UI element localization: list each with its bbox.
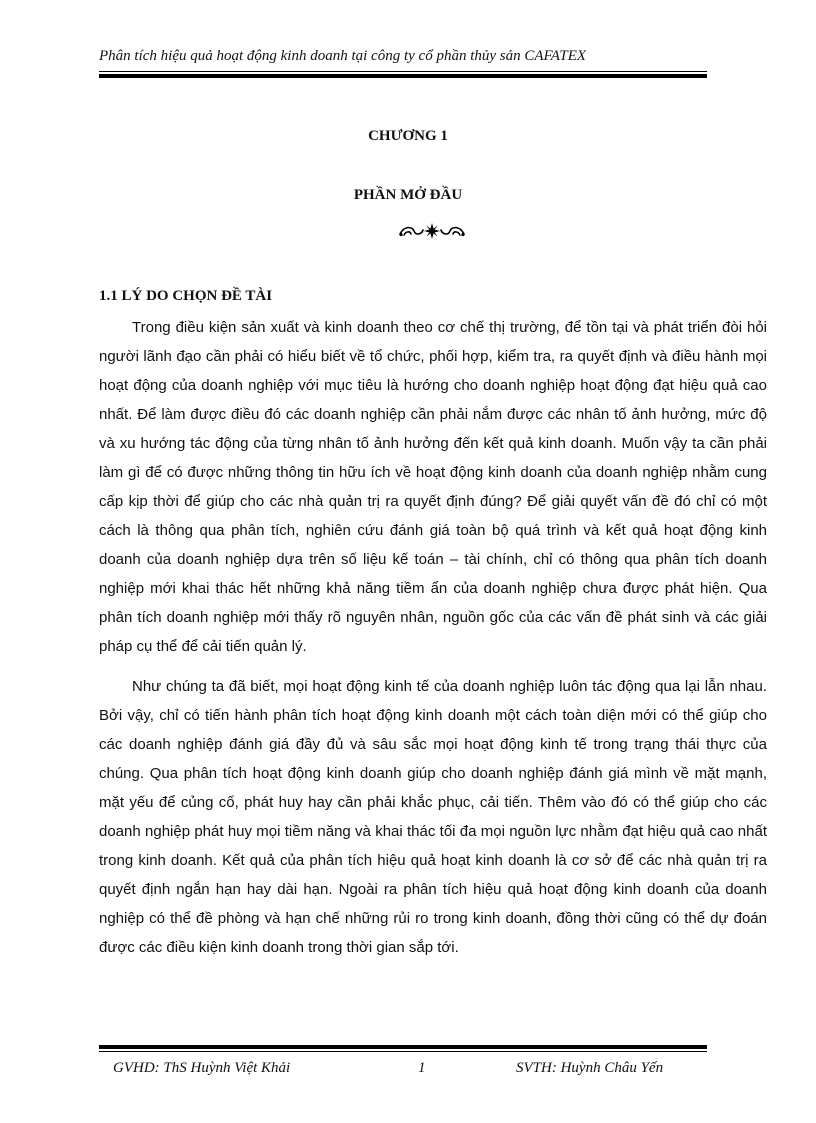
chapter-title: PHẦN MỞ ĐẦU	[353, 187, 463, 203]
body-paragraph-2	[99, 672, 767, 962]
running-header: Phân tích hiệu quả hoạt động kinh doanh tại công ty cổ phần thủy sản CAFATEX	[99, 48, 587, 64]
footer-advisor: GVHD: ThS Huỳnh Việt Khải	[113, 1060, 291, 1076]
header-rule-thick	[99, 74, 707, 78]
section-heading: 1.1 LÝ DO CHỌN ĐỀ TÀI	[99, 288, 273, 304]
paragraph-text: Trong điều kiện sản xuất và kinh doanh theo cơ chế thị trường, để tồn tại và phát triển đòi hỏi người lãnh đạo cần phải có hiểu biết về tổ chức, phối hợp, kiểm tra, ra quyết định và điều hành mọi hoạt động của doanh nghiệp với mục tiêu là hướng cho doanh nghiệp hoạt động đạt hiệu quả cao nhất. Để làm được điều đó các doanh nghiệp cần phải nắm được các nhân tố ảnh hưởng, mức độ và xu hướng tác động của từng nhân tố ảnh hưởng đến kết quả kinh doanh. Muốn vậy ta cần phải làm gì để có được những thông tin hữu ích về hoạt động kinh doanh của doanh nghiệp nhằm cung cấp kịp thời để giúp cho các nhà quản trị ra quyết định đúng? Để giải quyết vấn đề đó chỉ có một cách là thông qua phân tích, nghiên cứu đánh giá toàn bộ quá trình và kết quả hoạt động kinh doanh của doanh nghiệp dựa trên số liệu kế toán – tài chính, chỉ có thông qua phân tích doanh nghiệp mới khai thác hết những khả năng tiềm ẩn của doanh nghiệp chưa được phát hiện. Qua phân tích doanh nghiệp mới thấy rõ nguyên nhân, nguồn gốc của các vấn đề phát sinh và các giải pháp cụ thể để cải tiến quản lý.	[99, 319, 767, 655]
body-paragraph-1	[99, 313, 767, 661]
header-rule-thin	[99, 71, 707, 72]
footer-rule-thick	[99, 1045, 707, 1049]
floral-divider-icon	[396, 222, 468, 240]
paragraph-text: Như chúng ta đã biết, mọi hoạt động kinh tế của doanh nghiệp luôn tác động qua lại lẫn nhau. Bởi vậy, chỉ có tiến hành phân tích hoạt động kinh doanh một cách toàn diện mới có thể giúp cho các doanh nghiệp đánh giá đầy đủ và sâu sắc mọi hoạt động kinh tế trong trạng thái thực của chúng. Qua phân tích hoạt động kinh doanh giúp cho doanh nghiệp đánh giá mình về mặt mạnh, mặt yếu để củng cố, phát huy hay cần phải khắc phục, cải tiến. Thêm vào đó có thể giúp cho các doanh nghiệp phát huy mọi tiềm năng và khai thác tối đa mọi nguồn lực nhằm đạt hiệu quả cao nhất trong kinh doanh. Kết quả của phân tích hiệu quả hoạt kinh doanh là cơ sở để các nhà quản trị ra quyết định ngắn hạn hay dài hạn. Ngoài ra phân tích hiệu quả hoạt động kinh doanh của doanh nghiệp có thể đề phòng và hạn chế những rủi ro trong kinh doanh, đồng thời cũng có thể dự đoán được các điều kiện kinh doanh trong thời gian sắp tới.	[99, 678, 767, 956]
chapter-number: CHƯƠNG 1	[368, 128, 448, 144]
footer-student: SVTH: Huỳnh Châu Yến	[516, 1060, 664, 1076]
footer-rule-thin	[99, 1051, 707, 1052]
page-number: 1	[418, 1060, 426, 1076]
